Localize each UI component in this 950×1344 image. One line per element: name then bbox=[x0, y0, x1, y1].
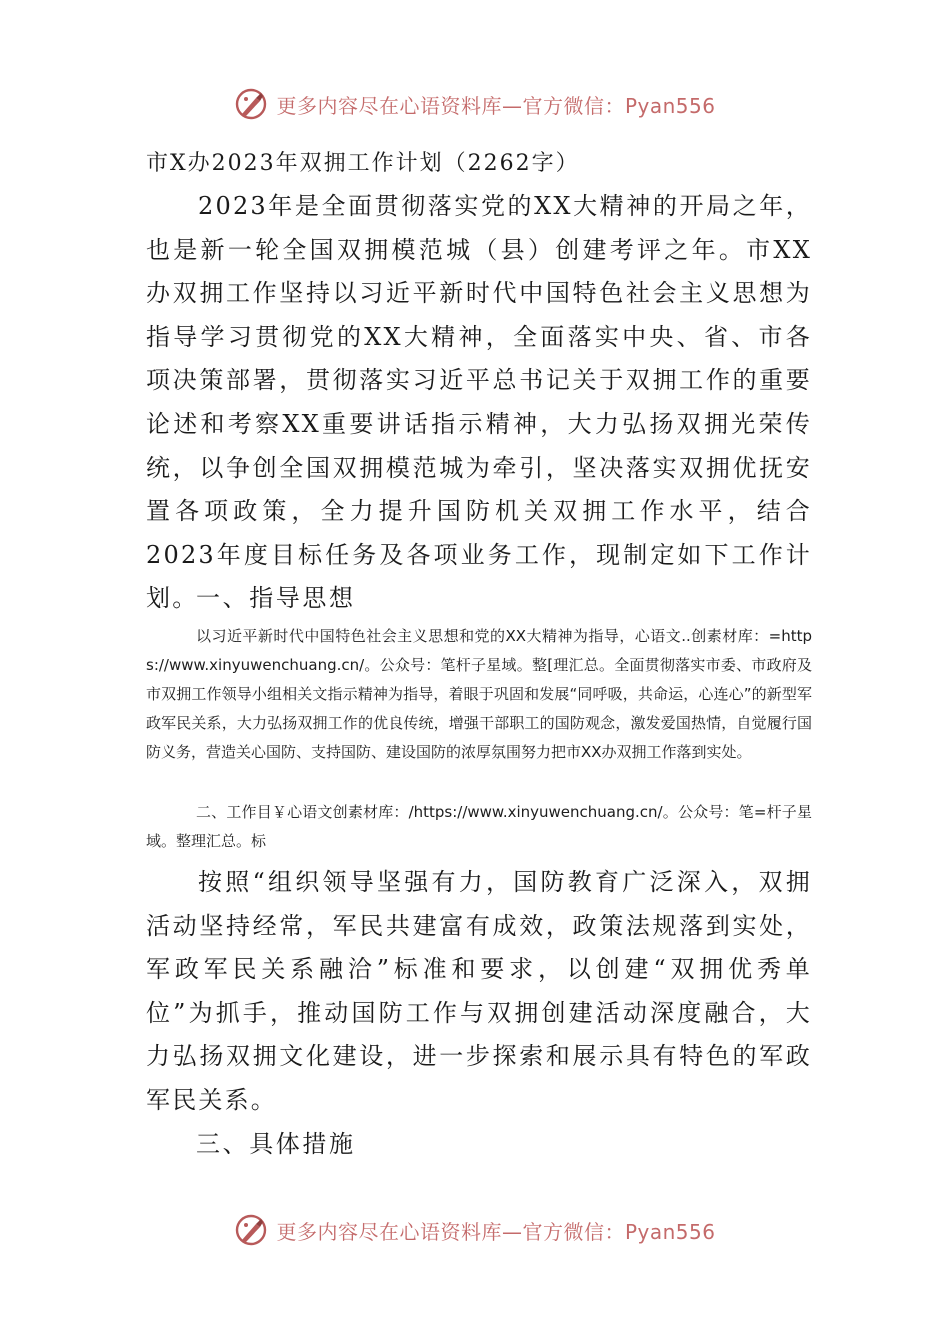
pen-nib-logo-icon bbox=[234, 1213, 268, 1247]
section-1-heading: 一、指导思想 bbox=[196, 584, 356, 612]
intro-paragraph: 2023年是全面贯彻落实党的XX大精神的开局之年，也是新一轮全国双拥模范城（县）创建考评之年。市XX办双拥工作坚持以习近平新时代中国特色社会主义思想为指导学习贯彻党的XX大精神，全面落实中央、省、市各项决策部署，贯彻落实习近平总书记关于双拥工作的重要论述和考察XX重要讲话指示精神，大力弘扬双拥光荣传统，以争创全国双拥模范城为牵引，坚决落实双拥优抚安置各项政策，全力提升国防机关双拥工作水平，结合2023年度目标任务及各项业务工作，现制定如下工作计划。 bbox=[146, 192, 812, 613]
section-2-heading-line: 二、工作目￥心语文创素材库：/https://www.xinyuwenchuang.cn/。公众号：笔=杆子星域。整理汇总。标 bbox=[146, 803, 812, 850]
document-title: 市X办2023年双拥工作计划（2262字） bbox=[146, 151, 580, 176]
pen-nib-logo-icon bbox=[234, 87, 268, 121]
banner-text: 更多内容尽在心语资料库—官方微信：Pyan556 bbox=[276, 1219, 716, 1244]
footer-watermark-banner bbox=[0, 1210, 950, 1250]
section-1-body: 以习近平新时代中国特色社会主义思想和党的XX大精神为指导，心语文..创素材库：=https://www.xinyuwenchuang.cn/。公众号：笔杆子星域。整[理汇总。全面贯彻落实市委、市政府及市双拥工作领导小组相关文指示精神为指导，着眼于巩固和发展“同呼吸，共命运，心连心”的新型军政军民关系，大力弘扬双拥工作的优良传统，增强干部职工的国防观念，激发爱国热情，自觉履行国防义务，营造关心国防、支持国防、建设国防的浓厚氛围努力把市XX办双拥工作落到实处。 bbox=[146, 627, 812, 761]
section-2-body: 按照“组织领导坚强有力，国防教育广泛深入，双拥活动坚持经常，军民共建富有成效，政策法规落到实处，军政军民关系融洽”标准和要求，以创建“双拥优秀单位”为抓手，推动国防工作与双拥创建活动深度融合，大力弘扬双拥文化建设，进一步探索和展示具有特色的军政军民关系。 bbox=[146, 868, 812, 1114]
banner-text: 更多内容尽在心语资料库—官方微信：Pyan556 bbox=[276, 93, 716, 118]
header-watermark-banner bbox=[0, 84, 950, 124]
section-3-heading: 三、具体措施 bbox=[196, 1130, 356, 1158]
